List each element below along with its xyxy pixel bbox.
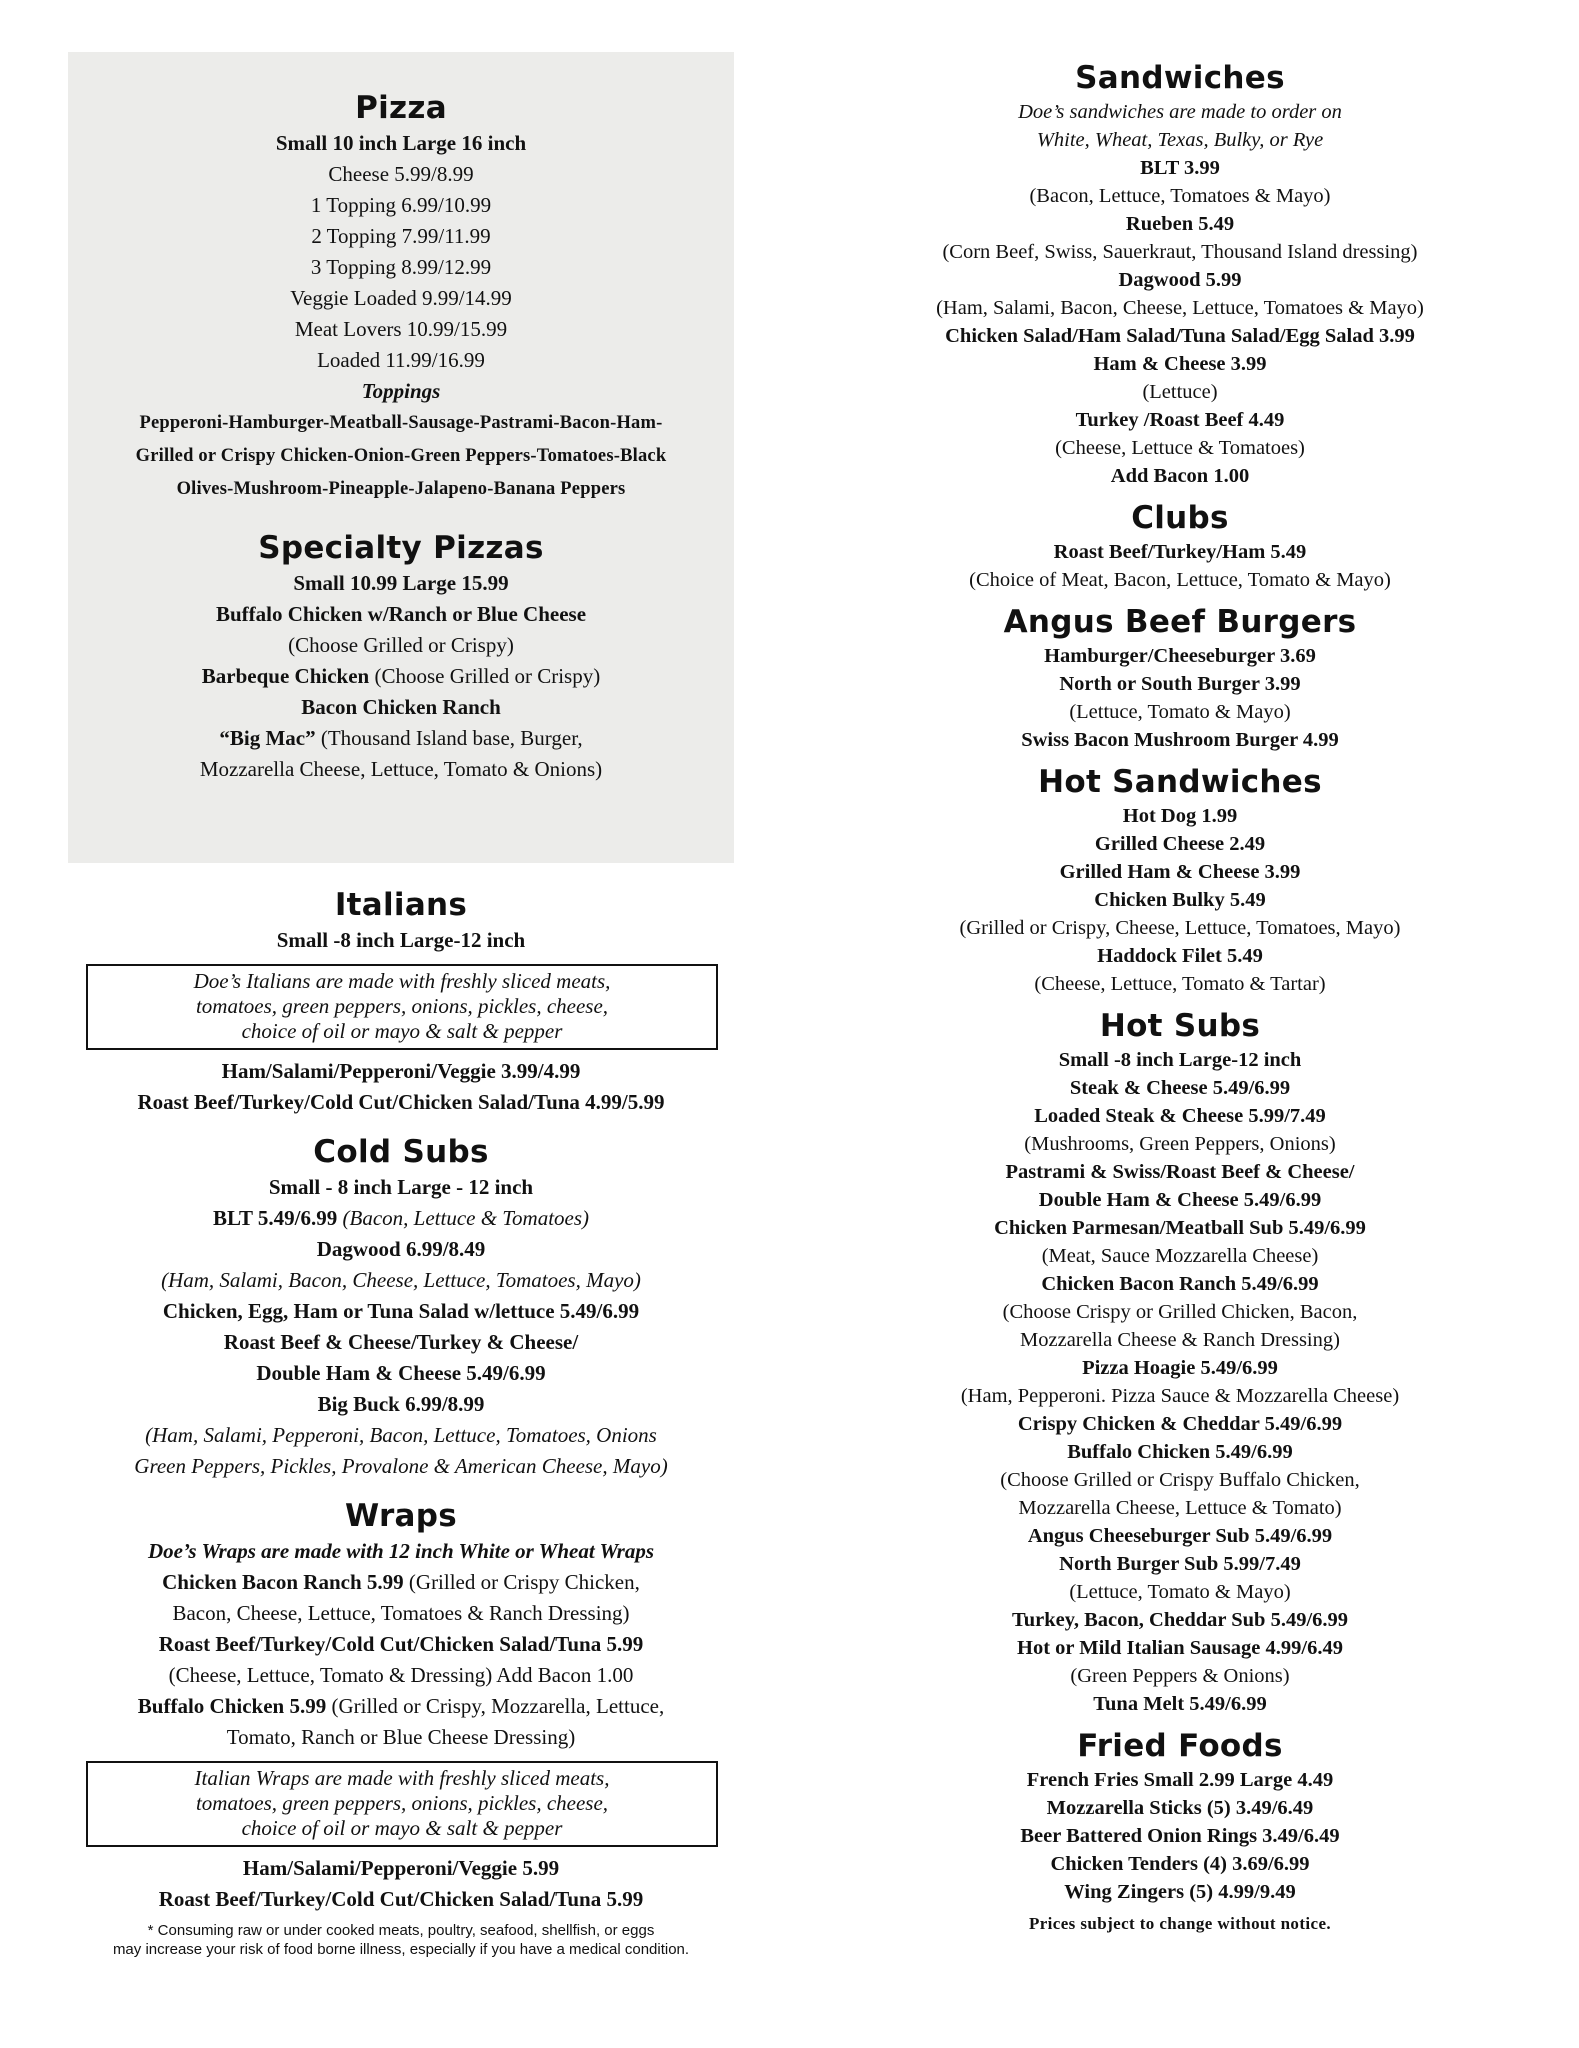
menu-item: Small -8 inch Large-12 inch: [1058, 1049, 1302, 1071]
menu-item: BLT 3.99: [1140, 157, 1220, 179]
cold-subs-sizes: Small - 8 inch Large - 12 inch: [268, 1175, 534, 1199]
menu-item-desc: (Lettuce, Tomato & Mayo): [1069, 1581, 1291, 1603]
wrap-item: [68, 1567, 734, 1598]
toppings-line: Pepperoni-Hamburger-Meatball-Sausage-Pastrami-Bacon-Ham-: [139, 413, 663, 433]
menu-item: Loaded Steak & Cheese 5.99/7.49: [1034, 1105, 1326, 1127]
specialty-item: [68, 723, 734, 754]
pizza-item: Cheese 5.99/8.99: [328, 162, 474, 186]
wraps-note-box: [86, 1761, 718, 1847]
pizza-sizes: Small 10 inch Large 16 inch: [275, 131, 527, 155]
note-line: tomatoes, green peppers, onions, pickles, cheese,: [195, 1791, 609, 1815]
pizza-item: Veggie Loaded 9.99/14.99: [290, 286, 512, 310]
toppings-list: [68, 407, 734, 506]
italians-note-box: [86, 964, 718, 1050]
menu-item: Crispy Chicken & Cheddar 5.49/6.99: [1017, 1413, 1343, 1435]
wrap-item: Roast Beef/Turkey/Cold Cut/Chicken Salad/Tuna 5.99: [158, 1887, 644, 1911]
right-column: [880, 58, 1480, 1934]
pizza-item: 1 Topping 6.99/10.99: [310, 193, 492, 217]
menu-item: North Burger Sub 5.99/7.49: [1059, 1553, 1301, 1575]
toppings-line: Grilled or Crispy Chicken-Onion-Green Peppers-Tomatoes-Black: [135, 446, 667, 466]
specialty-item-name: Barbeque Chicken: [201, 664, 370, 688]
cold-sub-name: BLT 5.49/6.99: [212, 1206, 338, 1230]
menu-item-desc: (Green Peppers & Onions): [1070, 1665, 1290, 1687]
specialty-item-desc: (Choose Grilled or Crispy): [369, 664, 601, 688]
menu-item: Chicken Parmesan/Meatball Sub 5.49/6.99: [994, 1217, 1366, 1239]
wrap-item: Ham/Salami/Pepperoni/Veggie 5.99: [242, 1856, 560, 1880]
note-line: Doe’s Italians are made with freshly sliced meats,: [193, 969, 611, 993]
wrap-name: Chicken Bacon Ranch 5.99: [162, 1570, 404, 1594]
menu-item: French Fries Small 2.99 Large 4.49: [1026, 1769, 1334, 1791]
menu-item: Tuna Melt 5.49/6.99: [1093, 1693, 1267, 1715]
menu-item-desc: (Bacon, Lettuce, Tomatoes & Mayo): [1029, 185, 1331, 207]
wrap-desc: Bacon, Cheese, Lettuce, Tomatoes & Ranch Dressing): [172, 1601, 630, 1625]
wrap-item: Roast Beef/Turkey/Cold Cut/Chicken Salad/Tuna 5.99: [158, 1632, 644, 1656]
specialty-item: Bacon Chicken Ranch: [301, 695, 501, 719]
menu-item-desc: Mozzarella Cheese, Lettuce & Tomato): [1018, 1497, 1342, 1519]
italians-section: [68, 885, 734, 1118]
hot-subs-items: [880, 1046, 1480, 1718]
wraps-items: [68, 1853, 734, 1915]
sandwiches-heading: Sandwiches: [1075, 60, 1285, 96]
cold-sub-item: Chicken, Egg, Ham or Tuna Salad w/lettuce 5.49/6.99: [162, 1299, 640, 1323]
disclaimer-line: * Consuming raw or under cooked meats, poultry, seafood, shellfish, or eggs: [147, 1922, 655, 1939]
pizza-panel: [68, 52, 734, 863]
burgers-items: [880, 642, 1480, 754]
toppings-heading: Toppings: [361, 379, 441, 403]
hot-subs-heading: Hot Subs: [1099, 1008, 1261, 1044]
specialty-sizes: Small 10.99 Large 15.99: [293, 571, 509, 595]
menu-item: Double Ham & Cheese 5.49/6.99: [1038, 1189, 1322, 1211]
menu-item: Grilled Ham & Cheese 3.99: [1059, 861, 1301, 883]
cold-sub-item: [68, 1203, 734, 1234]
sandwiches-section: [880, 58, 1480, 490]
menu-item-desc: (Choose Grilled or Crispy Buffalo Chicken,: [1000, 1469, 1360, 1491]
italians-heading: Italians: [334, 887, 468, 923]
cold-sub-item: Roast Beef & Cheese/Turkey & Cheese/: [223, 1330, 579, 1354]
menu-item-desc: (Grilled or Crispy, Cheese, Lettuce, Tomatoes, Mayo): [959, 917, 1401, 939]
specialty-desc: Mozzarella Cheese, Lettuce, Tomato & Onions): [199, 757, 603, 781]
menu-item: North or South Burger 3.99: [1059, 673, 1301, 695]
menu-item: Pastrami & Swiss/Roast Beef & Cheese/: [1005, 1161, 1355, 1183]
wraps-note: [92, 1766, 712, 1841]
menu-item-desc: (Corn Beef, Swiss, Sauerkraut, Thousand Island dressing): [942, 241, 1418, 263]
wrap-desc: (Grilled or Crispy, Mozzarella, Lettuce,: [326, 1694, 665, 1718]
menu-item: Angus Cheeseburger Sub 5.49/6.99: [1027, 1525, 1333, 1547]
specialty-item-name: “Big Mac”: [219, 726, 316, 750]
menu-item: Wing Zingers (5) 4.99/9.49: [1064, 1881, 1296, 1903]
menu-item-desc: (Cheese, Lettuce, Tomato & Tartar): [1034, 973, 1326, 995]
fried-foods-section: [880, 1726, 1480, 1934]
menu-item: Turkey, Bacon, Cheddar Sub 5.49/6.99: [1011, 1609, 1349, 1631]
menu-item: Mozzarella Sticks (5) 3.49/6.49: [1046, 1797, 1314, 1819]
clubs-heading: Clubs: [1131, 500, 1229, 536]
toppings-line: Olives-Mushroom-Pineapple-Jalapeno-Banana Peppers: [176, 479, 626, 499]
cold-sub-item: Big Buck 6.99/8.99: [317, 1392, 485, 1416]
italians-note: [92, 969, 712, 1044]
menu-item: Hamburger/Cheeseburger 3.69: [1044, 645, 1316, 667]
left-column: [68, 52, 734, 1959]
cold-sub-item: Double Ham & Cheese 5.49/6.99: [256, 1361, 546, 1385]
cold-sub-desc: (Ham, Salami, Pepperoni, Bacon, Lettuce, Tomatoes, Onions: [145, 1423, 657, 1447]
specialty-item-desc: (Thousand Island base, Burger,: [315, 726, 583, 750]
wrap-desc: Tomato, Ranch or Blue Cheese Dressing): [226, 1725, 576, 1749]
menu-item: Ham & Cheese 3.99: [1093, 353, 1267, 375]
pizza-item: Meat Lovers 10.99/15.99: [294, 317, 508, 341]
pizza-item: 2 Topping 7.99/11.99: [311, 224, 491, 248]
hot-sandwiches-items: [880, 802, 1480, 998]
note-line: tomatoes, green peppers, onions, pickles, cheese,: [195, 994, 609, 1018]
italians-items: [68, 1056, 734, 1118]
menu-item: Hot or Mild Italian Sausage 4.99/6.49: [1017, 1637, 1343, 1659]
food-safety-disclaimer: [68, 1921, 734, 1959]
menu-item: Swiss Bacon Mushroom Burger 4.99: [1021, 729, 1339, 751]
hot-subs-section: [880, 1006, 1480, 1718]
menu-item-desc: (Cheese, Lettuce & Tomatoes): [1055, 437, 1305, 459]
menu-item: Pizza Hoagie 5.49/6.99: [1082, 1357, 1278, 1379]
pizza-heading: Pizza: [355, 90, 447, 126]
fried-foods-items: [880, 1766, 1480, 1906]
menu-item: Rueben 5.49: [1125, 213, 1235, 235]
burgers-section: [880, 602, 1480, 754]
cold-sub-desc: Green Peppers, Pickles, Provalone & American Cheese, Mayo): [134, 1454, 668, 1478]
menu-item: Steak & Cheese 5.49/6.99: [1069, 1077, 1291, 1099]
menu-item: Beer Battered Onion Rings 3.49/6.49: [1020, 1825, 1340, 1847]
italian-item: Roast Beef/Turkey/Cold Cut/Chicken Salad/Tuna 4.99/5.99: [137, 1090, 665, 1114]
wrap-desc: (Cheese, Lettuce, Tomato & Dressing) Add Bacon 1.00: [168, 1663, 634, 1687]
cold-sub-desc: (Ham, Salami, Bacon, Cheese, Lettuce, Tomatoes, Mayo): [161, 1268, 641, 1292]
pizza-item: Loaded 11.99/16.99: [317, 348, 485, 372]
disclaimer-line: may increase your risk of food borne illness, especially if you have a medical condition.: [112, 1941, 690, 1958]
wraps-heading: Wraps: [345, 1498, 457, 1534]
menu-item: Hot Dog 1.99: [1122, 805, 1238, 827]
pizza-item: 3 Topping 8.99/12.99: [310, 255, 492, 279]
burgers-heading: Angus Beef Burgers: [1003, 604, 1357, 640]
menu-item: Roast Beef/Turkey/Ham 5.49: [1053, 541, 1307, 563]
cold-subs-section: [68, 1132, 734, 1482]
wrap-name: Buffalo Chicken 5.99: [137, 1694, 327, 1718]
note-line: choice of oil or mayo & salt & pepper: [241, 1019, 563, 1043]
menu-item: Chicken Tenders (4) 3.69/6.99: [1050, 1853, 1310, 1875]
cold-subs-heading: Cold Subs: [313, 1134, 489, 1170]
menu-item: Haddock Filet 5.49: [1097, 945, 1263, 967]
note-line: Italian Wraps are made with freshly sliced meats,: [194, 1766, 610, 1790]
pizza-items: [68, 159, 734, 376]
fried-foods-heading: Fried Foods: [1077, 1728, 1283, 1764]
hot-sandwiches-section: [880, 762, 1480, 998]
menu-item: Grilled Cheese 2.49: [1094, 833, 1266, 855]
hot-sandwiches-heading: Hot Sandwiches: [1038, 764, 1322, 800]
menu-item-desc: (Ham, Salami, Bacon, Cheese, Lettuce, Tomatoes & Mayo): [936, 297, 1424, 319]
menu-item-desc: (Lettuce, Tomato & Mayo): [1069, 701, 1291, 723]
menu-item: Chicken Salad/Ham Salad/Tuna Salad/Egg Salad 3.99: [945, 325, 1415, 347]
menu-item: Chicken Bacon Ranch 5.49/6.99: [1041, 1273, 1319, 1295]
wrap-desc: (Grilled or Crispy Chicken,: [403, 1570, 640, 1594]
italian-item: Ham/Salami/Pepperoni/Veggie 3.99/4.99: [221, 1059, 581, 1083]
menu-item: Buffalo Chicken 5.49/6.99: [1067, 1441, 1293, 1463]
specialty-heading: Specialty Pizzas: [258, 530, 544, 566]
menu-item-desc: (Ham, Pepperoni. Pizza Sauce & Mozzarella Cheese): [960, 1385, 1400, 1407]
menu-item-desc: (Choice of Meat, Bacon, Lettuce, Tomato & Mayo): [969, 569, 1391, 591]
menu-item-desc: Mozzarella Cheese & Ranch Dressing): [1020, 1329, 1340, 1351]
menu-item: Dagwood 5.99: [1118, 269, 1242, 291]
specialty-desc: (Choose Grilled or Crispy): [288, 633, 514, 657]
menu-item-desc: (Choose Crispy or Grilled Chicken, Bacon,: [1002, 1301, 1358, 1323]
sandwiches-intro: Doe’s sandwiches are made to order on: [1018, 101, 1342, 123]
specialty-item: Buffalo Chicken w/Ranch or Blue Cheese: [215, 602, 587, 626]
cold-sub-desc: (Bacon, Lettuce & Tomatoes): [337, 1206, 590, 1230]
wraps-intro: Doe’s Wraps are made with 12 inch White or Wheat Wraps: [147, 1539, 655, 1563]
italians-sizes: Small -8 inch Large-12 inch: [276, 928, 526, 952]
sandwiches-intro: White, Wheat, Texas, Bulky, or Rye: [1036, 129, 1324, 151]
menu-item-desc: (Mushrooms, Green Peppers, Onions): [1024, 1133, 1336, 1155]
clubs-section: [880, 498, 1480, 594]
cold-sub-item: Dagwood 6.99/8.49: [316, 1237, 486, 1261]
menu-item: Add Bacon 1.00: [1110, 465, 1250, 487]
clubs-items: [880, 538, 1480, 594]
menu-item: Chicken Bulky 5.49: [1094, 889, 1266, 911]
prices-disclaimer: Prices subject to change without notice.: [1028, 1914, 1332, 1933]
wraps-section: [68, 1496, 734, 1959]
note-line: choice of oil or mayo & salt & pepper: [241, 1816, 563, 1840]
menu-item: Turkey /Roast Beef 4.49: [1075, 409, 1285, 431]
specialty-item: [68, 661, 734, 692]
menu-item-desc: (Lettuce): [1142, 381, 1218, 403]
wrap-item: [68, 1691, 734, 1722]
menu-item-desc: (Meat, Sauce Mozzarella Cheese): [1041, 1245, 1319, 1267]
sandwiches-items: [880, 154, 1480, 490]
